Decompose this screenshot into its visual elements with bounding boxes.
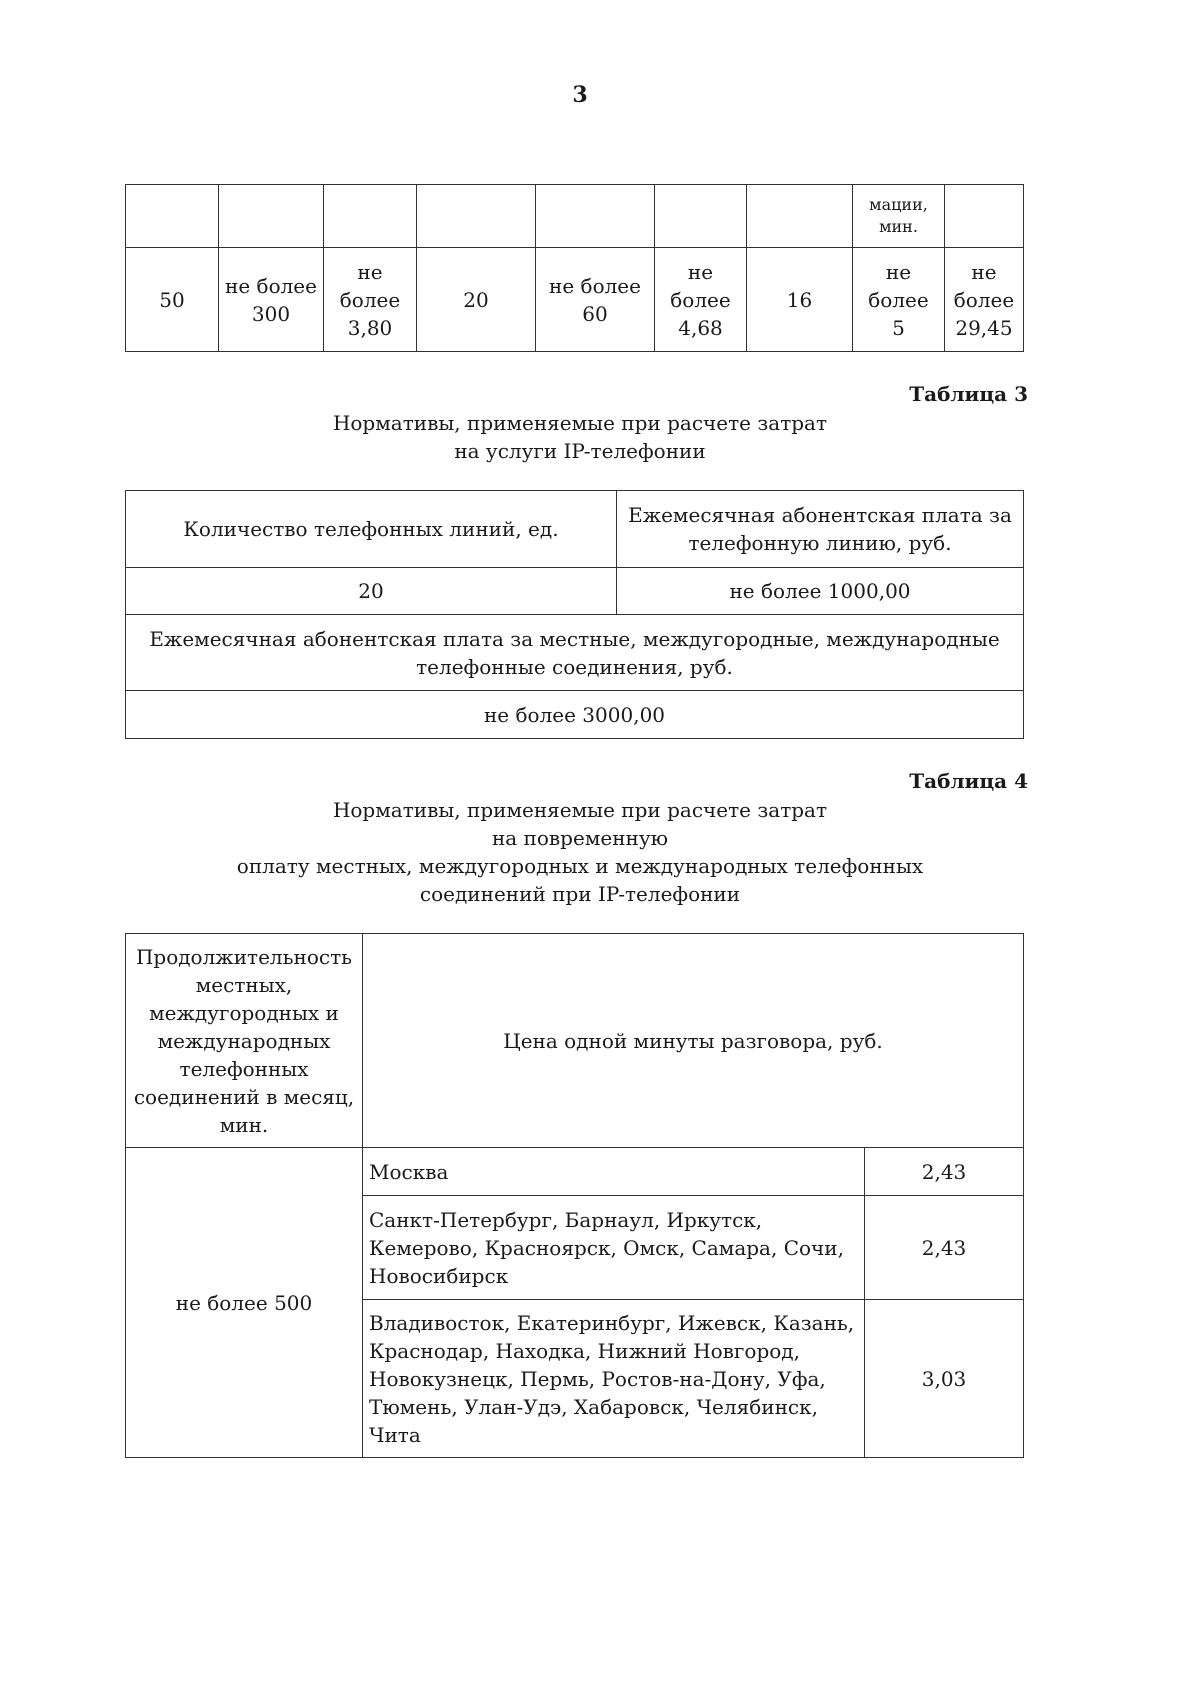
caption-line: на услуги IP-телефонии xyxy=(454,439,706,463)
price: 2,43 xyxy=(865,1196,1024,1300)
cell xyxy=(417,185,536,248)
table-3-label: Таблица 3 xyxy=(909,382,1028,406)
cell: 20 xyxy=(417,248,536,352)
cell xyxy=(219,185,324,248)
caption-line: оплату местных, междугородных и международных телефонных xyxy=(236,854,924,878)
cell: 16 xyxy=(747,248,853,352)
cities: Москва xyxy=(363,1148,865,1196)
cell xyxy=(655,185,747,248)
caption-line: Нормативы, применяемые при расчете затрат xyxy=(332,411,828,435)
table-4-label: Таблица 4 xyxy=(909,769,1028,793)
table-4 xyxy=(125,933,1024,1458)
duration-value: не более 500 xyxy=(126,1148,363,1458)
cell xyxy=(126,185,219,248)
header-price: Цена одной минуты разговора, руб. xyxy=(363,934,1024,1148)
connections-header: Ежемесячная абонентская плата за местные, междугородные, международные телефонные соединения, руб. xyxy=(126,615,1024,691)
value-lines: 20 xyxy=(126,568,617,615)
cities: Санкт-Петербург, Барнаул, Иркутск, Кемерово, Красноярск, Омск, Самара, Сочи, Новосибирск xyxy=(363,1196,865,1300)
cell: не более 60 xyxy=(536,248,655,352)
cell xyxy=(536,185,655,248)
cell: 50 xyxy=(126,248,219,352)
cell xyxy=(324,185,417,248)
value-fee: не более 1000,00 xyxy=(617,568,1024,615)
table-4-caption xyxy=(125,796,1035,908)
caption-line: Нормативы, применяемые при расчете затрат xyxy=(332,798,828,822)
header-fee: Ежемесячная абонентская плата за телефонную линию, руб. xyxy=(617,491,1024,568)
caption-line: соединений при IP-телефонии xyxy=(419,882,741,906)
table-2-continuation xyxy=(125,184,1024,352)
price: 2,43 xyxy=(865,1148,1024,1196)
header-fragment: мации, мин. xyxy=(853,185,945,248)
table-3-caption xyxy=(125,409,1035,465)
cell: не более 300 xyxy=(219,248,324,352)
cities: Владивосток, Екатеринбург, Ижевск, Казань, Краснодар, Находка, Нижний Новгород, Новокузнецк, Пермь, Ростов-на-Дону, Уфа, Тюмень, Улан-Удэ, Хабаровск, Челябинск, Чита xyxy=(363,1300,865,1458)
caption-line: на повременную xyxy=(491,826,669,850)
cell xyxy=(945,185,1024,248)
header-lines: Количество телефонных линий, ед. xyxy=(126,491,617,568)
table-3 xyxy=(125,490,1024,739)
cell: не более 5 xyxy=(853,248,945,352)
page-number: 3 xyxy=(572,82,588,108)
connections-value: не более 3000,00 xyxy=(126,691,1024,739)
cell: не более 3,80 xyxy=(324,248,417,352)
price: 3,03 xyxy=(865,1300,1024,1458)
cell: не более 29,45 xyxy=(945,248,1024,352)
cell xyxy=(747,185,853,248)
header-duration: Продолжительность местных, междугородных и международных телефонных соединений в месяц, мин. xyxy=(126,934,363,1148)
cell: не более 4,68 xyxy=(655,248,747,352)
